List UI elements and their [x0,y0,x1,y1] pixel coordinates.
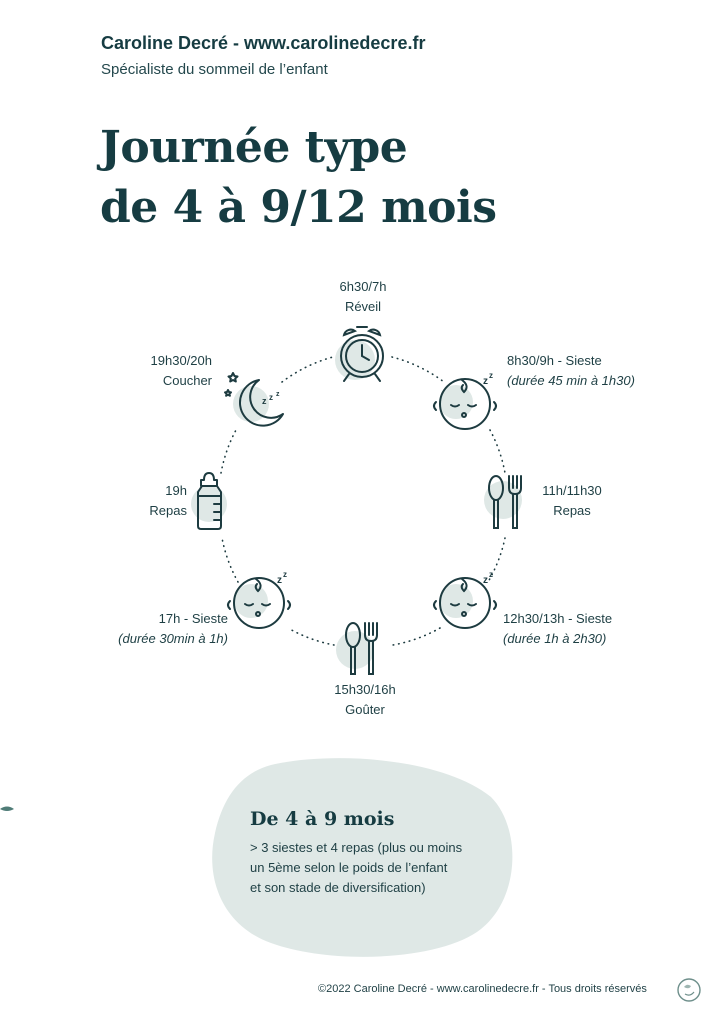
summary-line: > 3 siestes et 4 repas (plus ou moins [250,840,463,855]
spoon-fork-icon [336,623,377,674]
alarm-clock-icon [335,327,383,381]
svg-text:z: z [489,570,493,579]
ring-dots [392,357,444,382]
schedule-label-nap-1: 8h30/9h - Sieste (durée 45 min à 1h30) [507,353,635,388]
schedule-label-lunch: 11h/11h30 Repas [542,483,602,518]
summary-line: et son stade de diversification) [250,880,426,895]
schedule-label-dinner: 19h Repas [149,483,187,518]
svg-text:z: z [277,575,282,586]
svg-text:z: z [262,396,267,406]
tagline: Spécialiste du sommeil de l’enfant [101,61,328,78]
svg-text:z: z [483,376,488,387]
moon-stars-icon [225,373,283,426]
baby-bottle-icon [191,473,227,529]
summary-title: De 4 à 9 mois [250,808,395,830]
ring-dots [221,430,236,473]
sleeping-baby-icon [434,371,496,429]
summary-line: un 5ème selon le poids de l’enfant [250,860,448,875]
svg-text:z: z [489,371,493,380]
schedule-label-nap-3: 17h - Sieste (durée 30min à 1h) [118,611,228,646]
brand-line: Caroline Decré - www.carolinedecre.fr [101,33,426,53]
ring-dots [490,430,505,473]
ring-dots [288,628,334,645]
ring-dots [222,538,238,582]
title-line-2: de 4 à 9/12 mois [100,182,497,233]
schedule-label-wake: 6h30/7h Réveil [339,279,387,314]
svg-text:z: z [483,575,488,586]
spoon-fork-icon [484,476,522,528]
title-line-1: Journée type [100,122,408,173]
ring-dots [393,628,440,645]
brand-logo-icon [676,977,702,1003]
svg-text:z: z [283,570,287,579]
sleeping-baby-icon [434,570,496,628]
leaf-decoration [0,805,14,813]
summary-box [250,808,510,898]
sleeping-baby-icon [228,570,290,628]
svg-text:z: z [269,393,273,402]
svg-text:z: z [276,391,280,398]
schedule-label-nap-2: 12h30/13h - Sieste (durée 1h à 2h30) [503,611,613,646]
schedule-label-snack: 15h30/16h Goûter [334,682,396,717]
schedule-label-bedtime: 19h30/20h Coucher [150,353,212,388]
footer-copyright: ©2022 Caroline Decré - www.carolinedecre.fr - Tous droits réservés [318,983,647,995]
ring-dots [282,357,333,382]
